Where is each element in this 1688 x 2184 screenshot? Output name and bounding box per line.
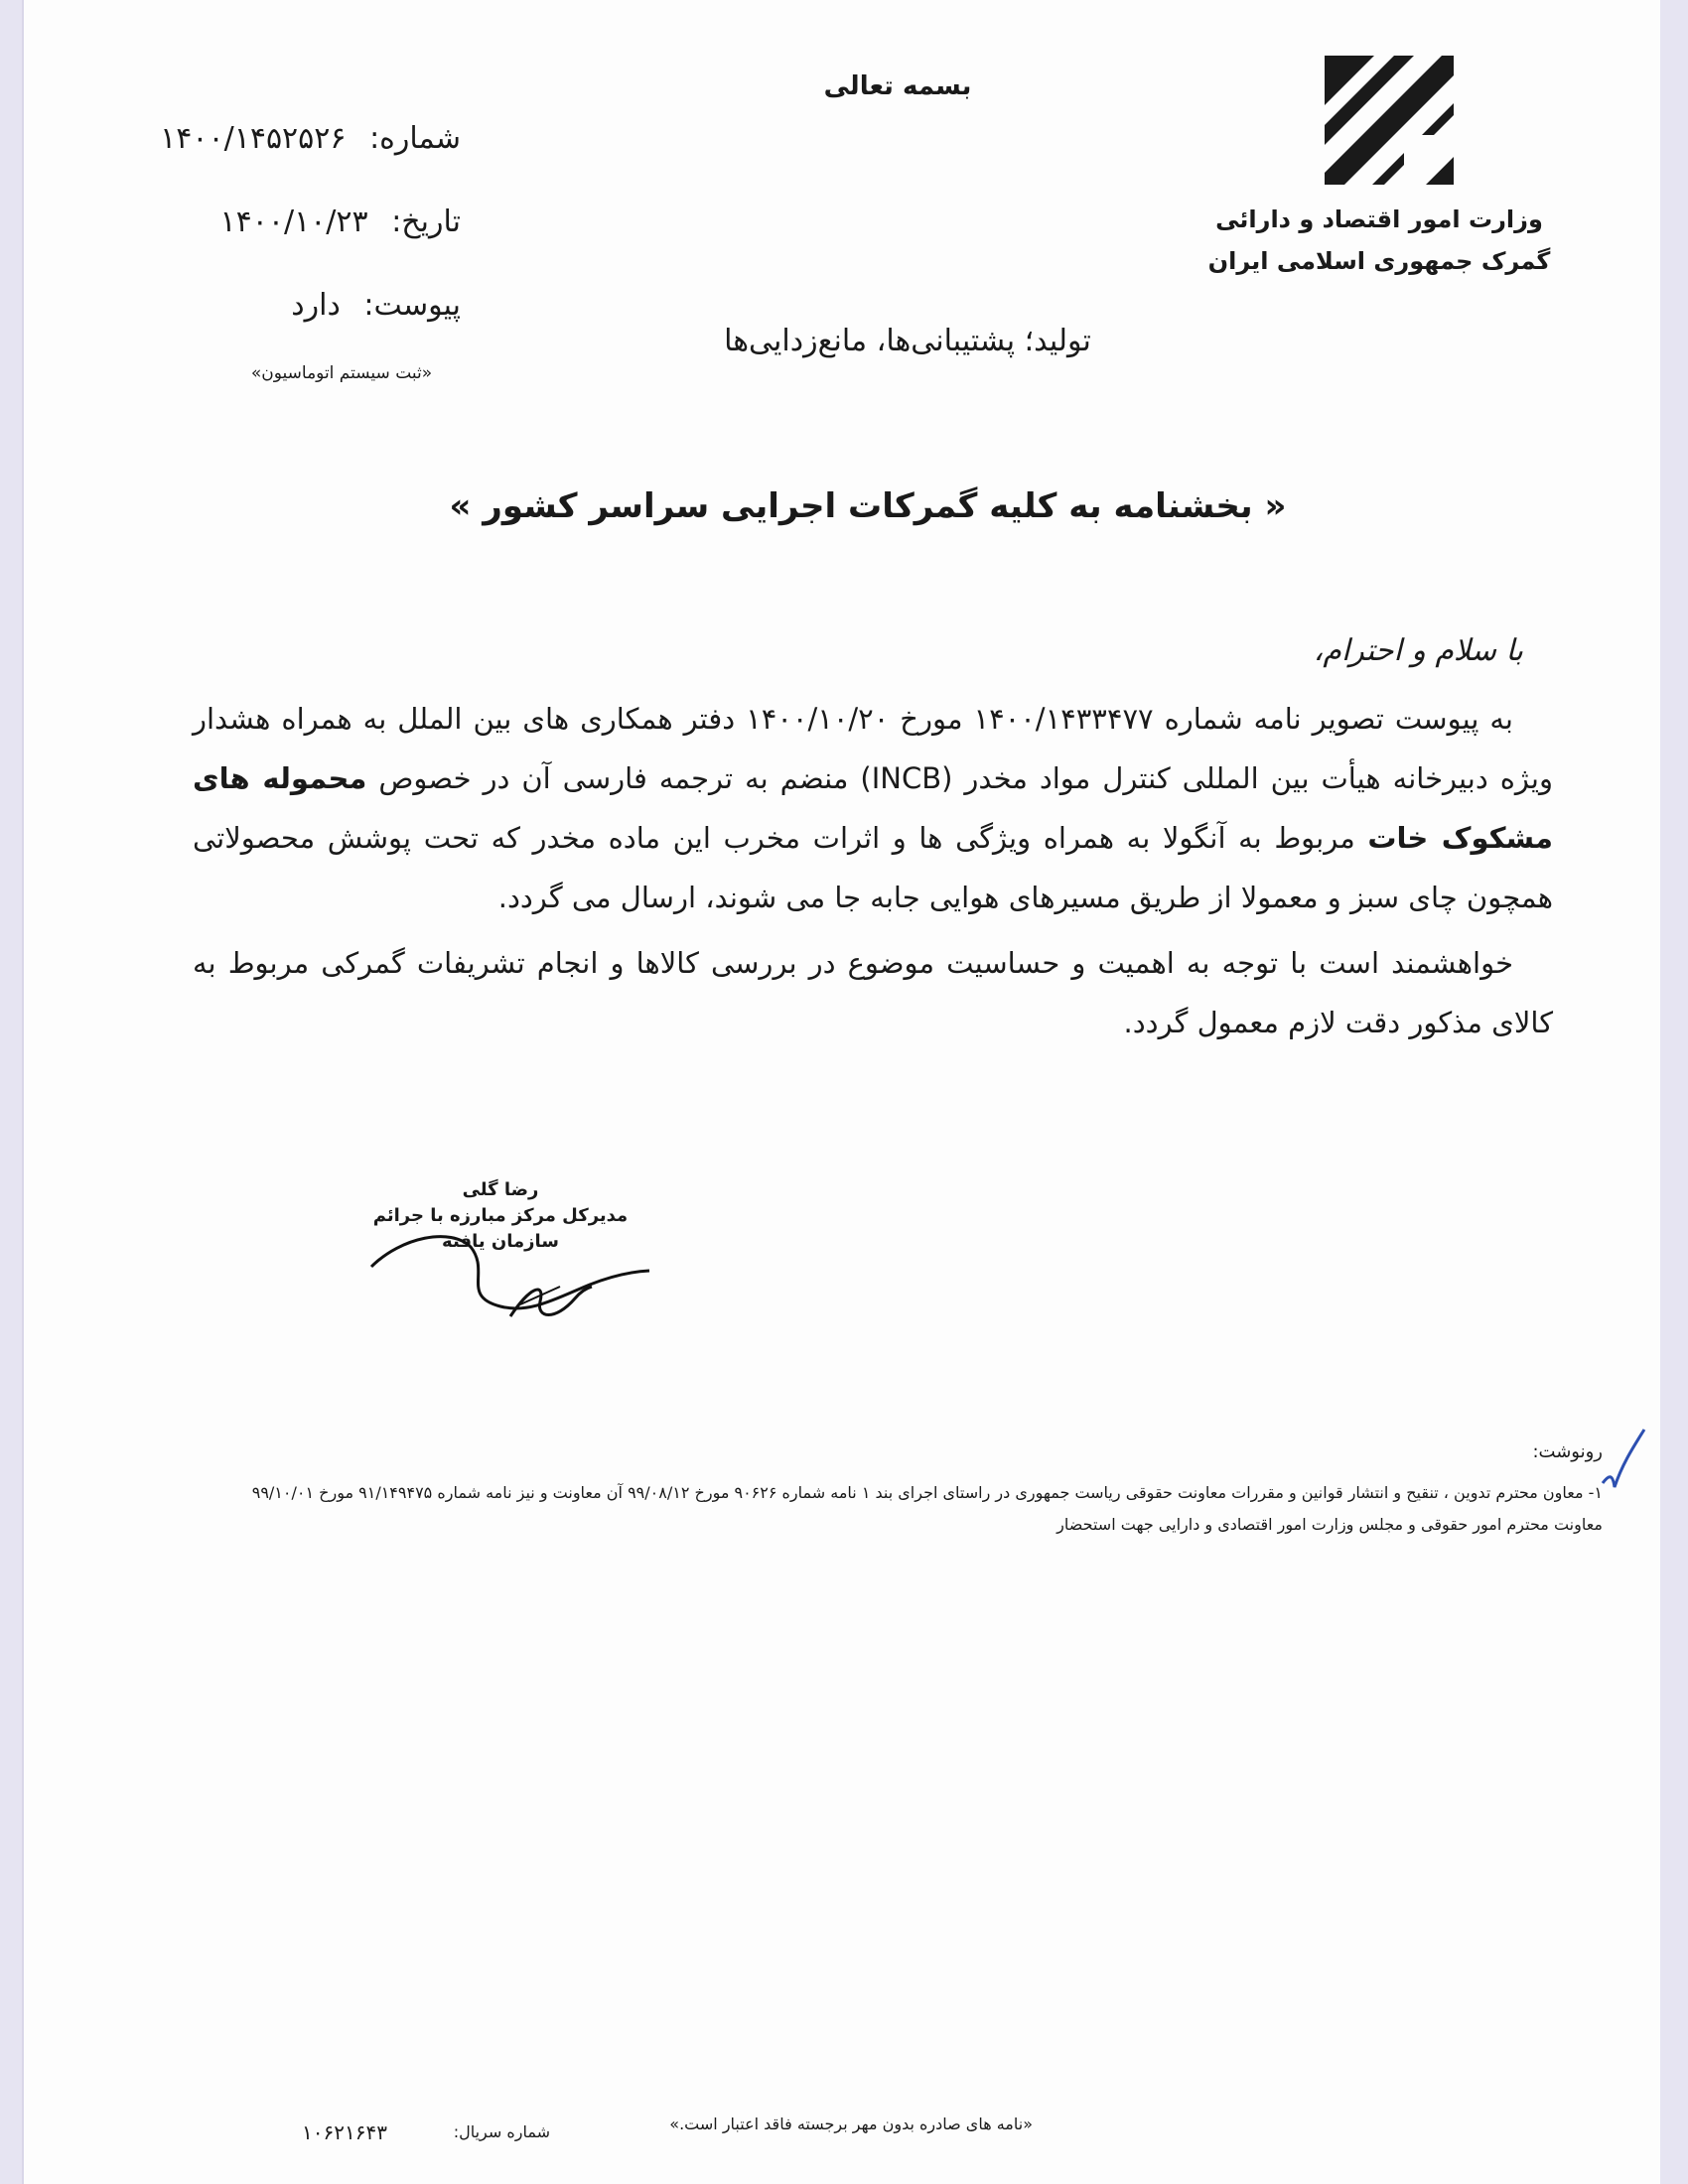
number-label: شماره:	[369, 121, 461, 156]
attachment-label: پیوست:	[363, 288, 461, 323]
circular-title: « بخشنامه به کلیه گمرکات اجرایی سراسر کشور »	[449, 486, 1287, 526]
letter-page	[22, 0, 1660, 2184]
checkmark-icon	[1599, 1424, 1648, 1493]
signature-icon	[361, 1227, 659, 1336]
bismillah-heading: بسمه تعالی	[823, 71, 972, 101]
letter-meta	[123, 97, 461, 347]
body-paragraph-2: خواهشمند است با توجه به اهمیت و حساسیت موضوع در بررسی کالاها و انجام تشریفات گمرکی مربوط به کالای مذکور دقت لازم معمول گردد.	[193, 946, 1553, 1039]
year-motto: تولید؛ پشتیبانی‌ها، مانع‌زدایی‌ها	[724, 324, 1091, 358]
date-value: ۱۴۰۰/۱۰/۲۳	[219, 205, 368, 239]
number-row	[123, 97, 461, 181]
attachment-row	[123, 264, 461, 347]
body-p1-part2: مربوط به آنگولا به همراه ویژگی ها و اثرات مخرب این ماده مخدر که تحت پوشش محصولاتی همچون چای سبز و معمولا از طریق مسیرهای هوایی جابه جا می شوند، ارسال می گردد.	[193, 821, 1553, 914]
body-p1-part1: به پیوست تصویر نامه شماره ۱۴۰۰/۱۴۳۳۴۷۷ مورخ ۱۴۰۰/۱۰/۲۰ دفتر همکاری های بین الملل به همراه هشدار ویژه دبیرخانه هیأت بین المللی کنترل مواد مخدر (INCB) منضم به ترجمه فارسی آن در خصوص	[193, 702, 1554, 795]
body-paragraph-1	[193, 689, 1553, 927]
customs-logo-icon	[1315, 46, 1464, 195]
serial-value: ۱۰۶۲۱۶۴۳	[302, 2120, 387, 2144]
body-p1-bold: محموله های مشکوک خات	[193, 761, 1554, 855]
date-label: تاریخ:	[391, 205, 461, 239]
greeting: با سلام و احترام،	[1313, 633, 1523, 668]
signer-position: مدیرکل مرکز مبارزه با جرائم سازمان یافته	[372, 1205, 629, 1252]
signer-name: رضا گلی	[462, 1179, 539, 1200]
cc-title: رونوشت:	[1532, 1441, 1603, 1462]
attachment-value: دارد	[291, 288, 341, 323]
automation-note: «ثبت سیستم اتوماسیون»	[250, 363, 433, 383]
serial-label: شماره سریال:	[453, 2122, 550, 2141]
ministry-name: وزارت امور اقتصاد و دارائی	[1215, 205, 1543, 233]
number-value: ۱۴۰۰/۱۴۵۲۵۲۶	[160, 121, 347, 156]
validity-note: «نامه های صادره بدون مهر برجسته فاقد اعتبار است.»	[669, 2115, 1033, 2133]
date-row	[123, 181, 461, 264]
cc-line-1: ۱- معاون محترم تدوین ، تنقیح و انتشار قوانین و مقررات معاونت حقوقی ریاست جمهوری در راستای اجرای بند ۱ نامه شماره ۹۰۶۲۶ مورخ ۹۹/۰۸/۱۲ آن معاونت و نیز نامه شماره ۹۱/۱۴۹۴۷۵ مورخ ۹۹/۱۰/۰۱ معاونت محترم امور حقوقی و مجلس وزارت امور اقتصادی و دارایی جهت استحضار	[251, 1483, 1603, 1534]
letter-body	[193, 689, 1553, 1058]
cc-list	[222, 1477, 1603, 1541]
organization-name: گمرک جمهوری اسلامی ایران	[1207, 247, 1551, 275]
ministry-heading	[1196, 199, 1563, 282]
